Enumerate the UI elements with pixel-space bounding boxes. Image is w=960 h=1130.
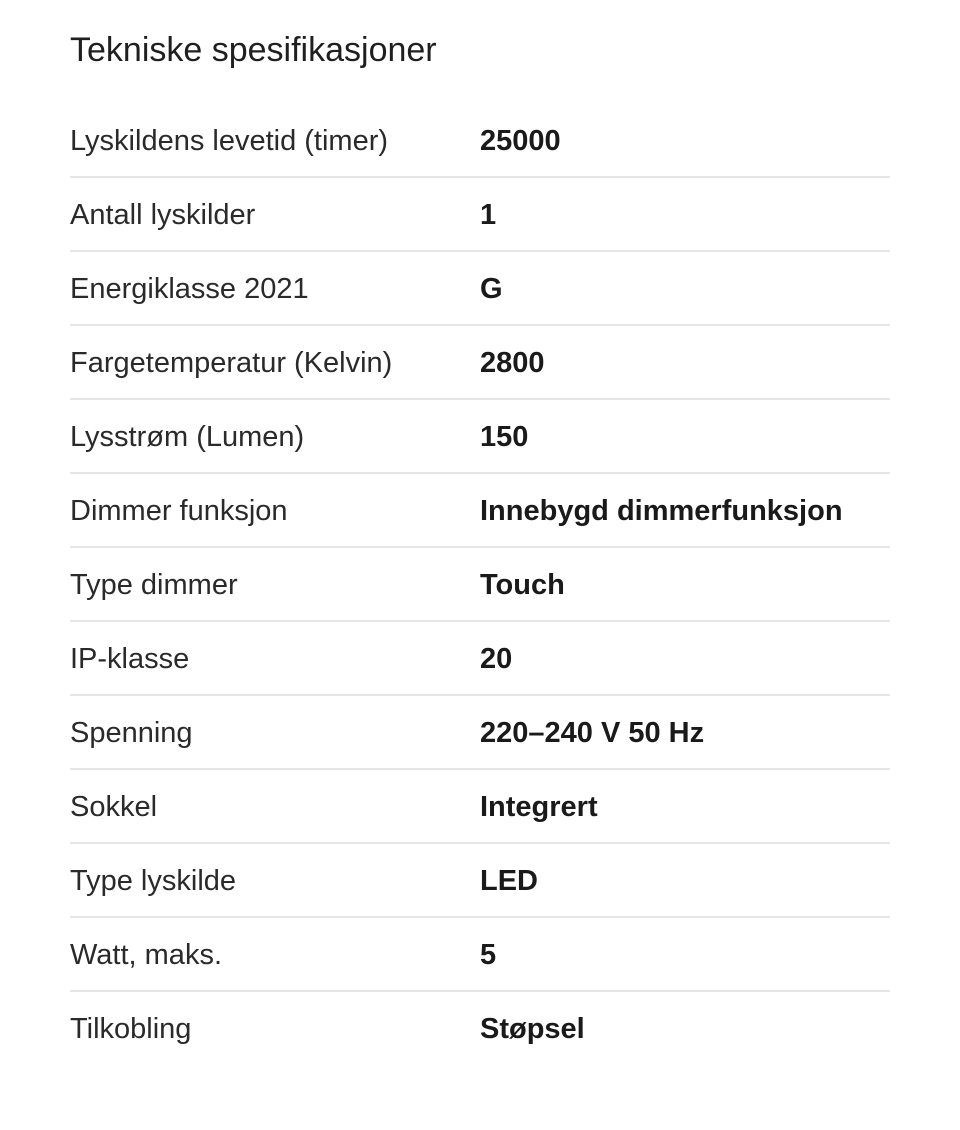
spec-label: Energiklasse 2021	[70, 273, 309, 305]
spec-row	[70, 770, 890, 844]
spec-row	[70, 548, 890, 622]
section-title: Tekniske spesifikasjoner	[70, 31, 437, 69]
spec-row	[70, 104, 890, 178]
spec-label: Type dimmer	[70, 569, 238, 601]
spec-row	[70, 844, 890, 918]
spec-value: 220–240 V 50 Hz	[480, 717, 705, 749]
spec-row	[70, 622, 890, 696]
spec-label: Tilkobling	[70, 1013, 192, 1045]
spec-label: Type lyskilde	[70, 865, 237, 897]
spec-list	[70, 104, 890, 1066]
spec-value: 25000	[480, 125, 561, 157]
spec-value: 20	[480, 643, 513, 675]
spec-row	[70, 400, 890, 474]
spec-label: Lyskildens levetid (timer)	[70, 125, 389, 157]
spec-value: LED	[480, 865, 538, 897]
spec-row	[70, 474, 890, 548]
spec-row	[70, 252, 890, 326]
spec-value: Støpsel	[480, 1013, 585, 1045]
spec-label: Antall lyskilder	[70, 199, 256, 231]
spec-row	[70, 992, 890, 1066]
spec-label: IP-klasse	[70, 643, 190, 675]
spec-row	[70, 326, 890, 400]
spec-value: 5	[480, 939, 497, 971]
spec-value: Touch	[480, 569, 565, 601]
spec-row	[70, 918, 890, 992]
spec-label: Dimmer funksjon	[70, 495, 288, 527]
spec-value: 2800	[480, 347, 545, 379]
spec-label: Lysstrøm (Lumen)	[70, 421, 305, 453]
spec-label: Fargetemperatur (Kelvin)	[70, 347, 393, 379]
spec-row	[70, 178, 890, 252]
spec-value: G	[480, 273, 503, 305]
spec-value: 1	[480, 199, 497, 231]
spec-row	[70, 696, 890, 770]
spec-value: Integrert	[480, 791, 598, 823]
spec-value: 150	[480, 421, 529, 453]
spec-label: Spenning	[70, 717, 193, 749]
spec-value: Innebygd dimmerfunksjon	[480, 495, 843, 527]
spec-label: Watt, maks.	[70, 939, 222, 971]
spec-label: Sokkel	[70, 791, 158, 823]
